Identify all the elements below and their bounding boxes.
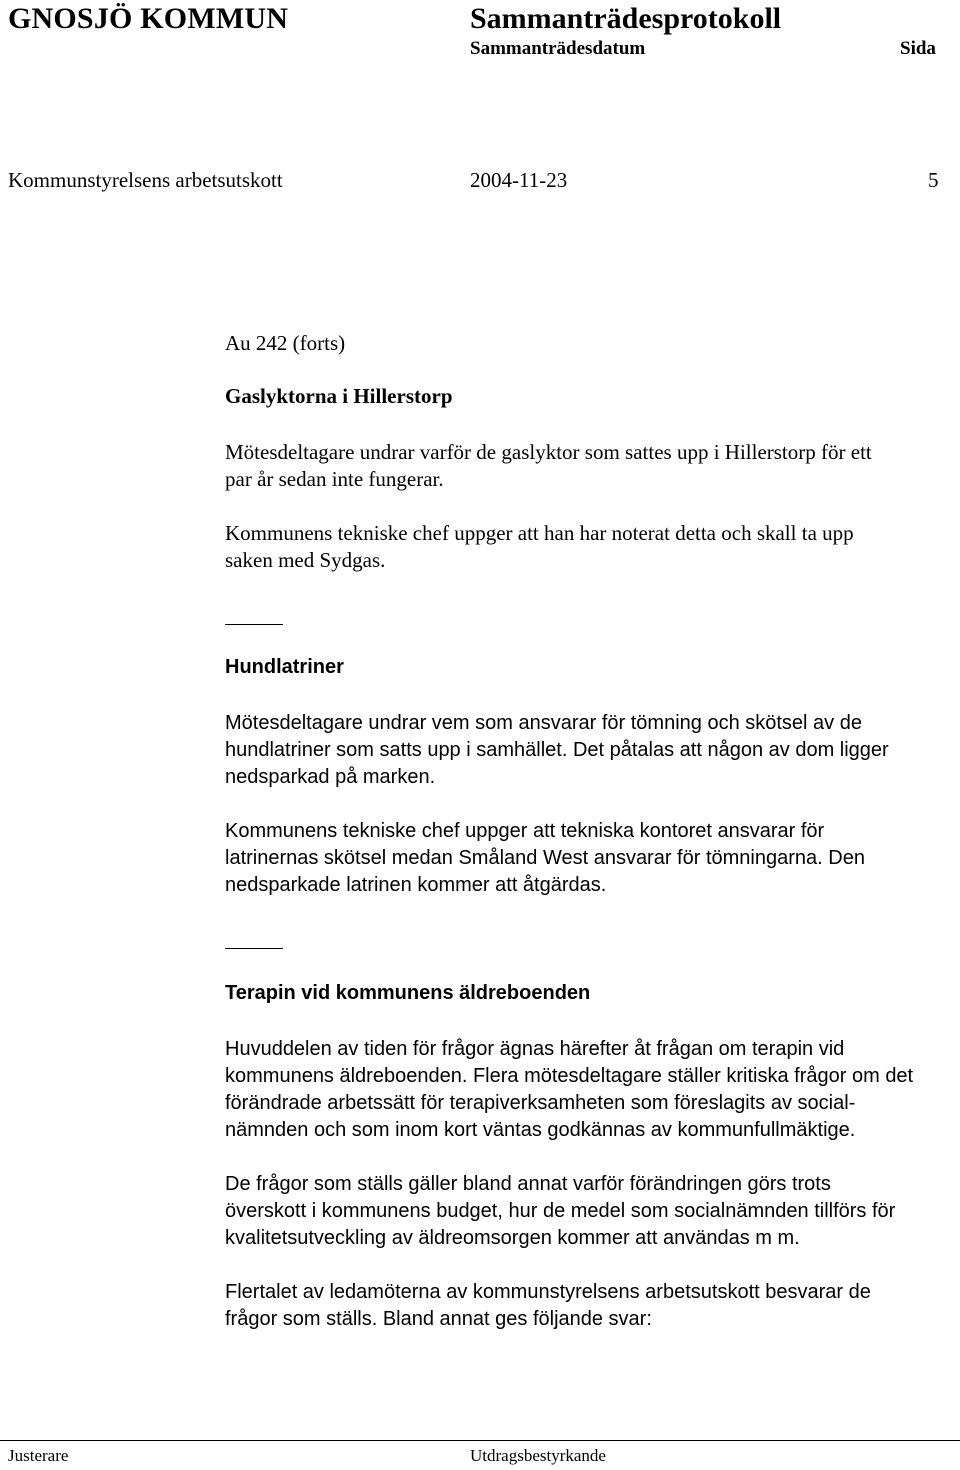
paragraph: Kommunens tekniske chef uppger att tekniska kontoret ansvarar för latrinernas skötsel medan Småland West ansvarar för tömningarna. Den nedsparkade latrinen kommer att åtgärdas. (225, 820, 865, 896)
footer-divider (0, 1440, 960, 1441)
footer-certification-label: Utdragsbestyrkande (470, 1446, 606, 1465)
section-heading-hundlatriner: Hundlatriner (225, 656, 344, 678)
section-heading-terapin: Terapin vid kommunens äldreboenden (225, 982, 591, 1004)
paragraph: De frågor som ställs gäller bland annat varför förändringen görs trots överskott i kommunens budget, hur de medel som socialnämnden tillförs för kvalitetsutveckling av äldreomsorgen kommer att användas m m. (225, 1173, 896, 1249)
paragraph: Flertalet av ledamöterna av kommunstyrelsens arbetsutskott besvarar de frågor som ställs. Bland annat ges följande svar: (225, 1281, 871, 1330)
organization-name: GNOSJÖ KOMMUN (8, 2, 289, 35)
meeting-date: 2004-11-23 (470, 168, 568, 192)
paragraph: Mötesdeltagare undrar varför de gaslyktor som sattes upp i Hillerstorp för ett par år sedan inte fungerar. (225, 440, 872, 491)
section-reference: Au 242 (forts) (225, 331, 346, 355)
document-title: Sammanträdesprotokoll (470, 2, 782, 35)
paragraph: Mötesdeltagare undrar vem som ansvarar för tömning och skötsel av de hundlatriner som satts upp i samhället. Det påtalas att någon av dom ligger nedsparkad på marken. (225, 712, 889, 788)
section-divider (225, 624, 283, 625)
paragraph: Kommunens tekniske chef uppger att han har noterat detta och skall ta upp saken med Sydgas. (225, 521, 854, 572)
meeting-date-label: Sammanträdesdatum (470, 38, 646, 59)
page-number: 5 (928, 168, 939, 192)
page-label: Sida (900, 38, 936, 59)
committee-name: Kommunstyrelsens arbetsutskott (8, 168, 283, 192)
section-divider (225, 948, 283, 949)
paragraph: Huvuddelen av tiden för frågor ägnas härefter åt frågan om terapin vid kommunens äldreboenden. Flera mötesdeltagare ställer kritiska frågor om det förändrade arbetssätt för terapiverksamheten som föreslagits av social- nämnden och som inom kort väntas godkännas av kommunfullmäktige. (225, 1038, 914, 1141)
section-heading-gaslyktorna: Gaslyktorna i Hillerstorp (225, 384, 453, 408)
footer-adjuster-label: Justerare (8, 1446, 69, 1465)
